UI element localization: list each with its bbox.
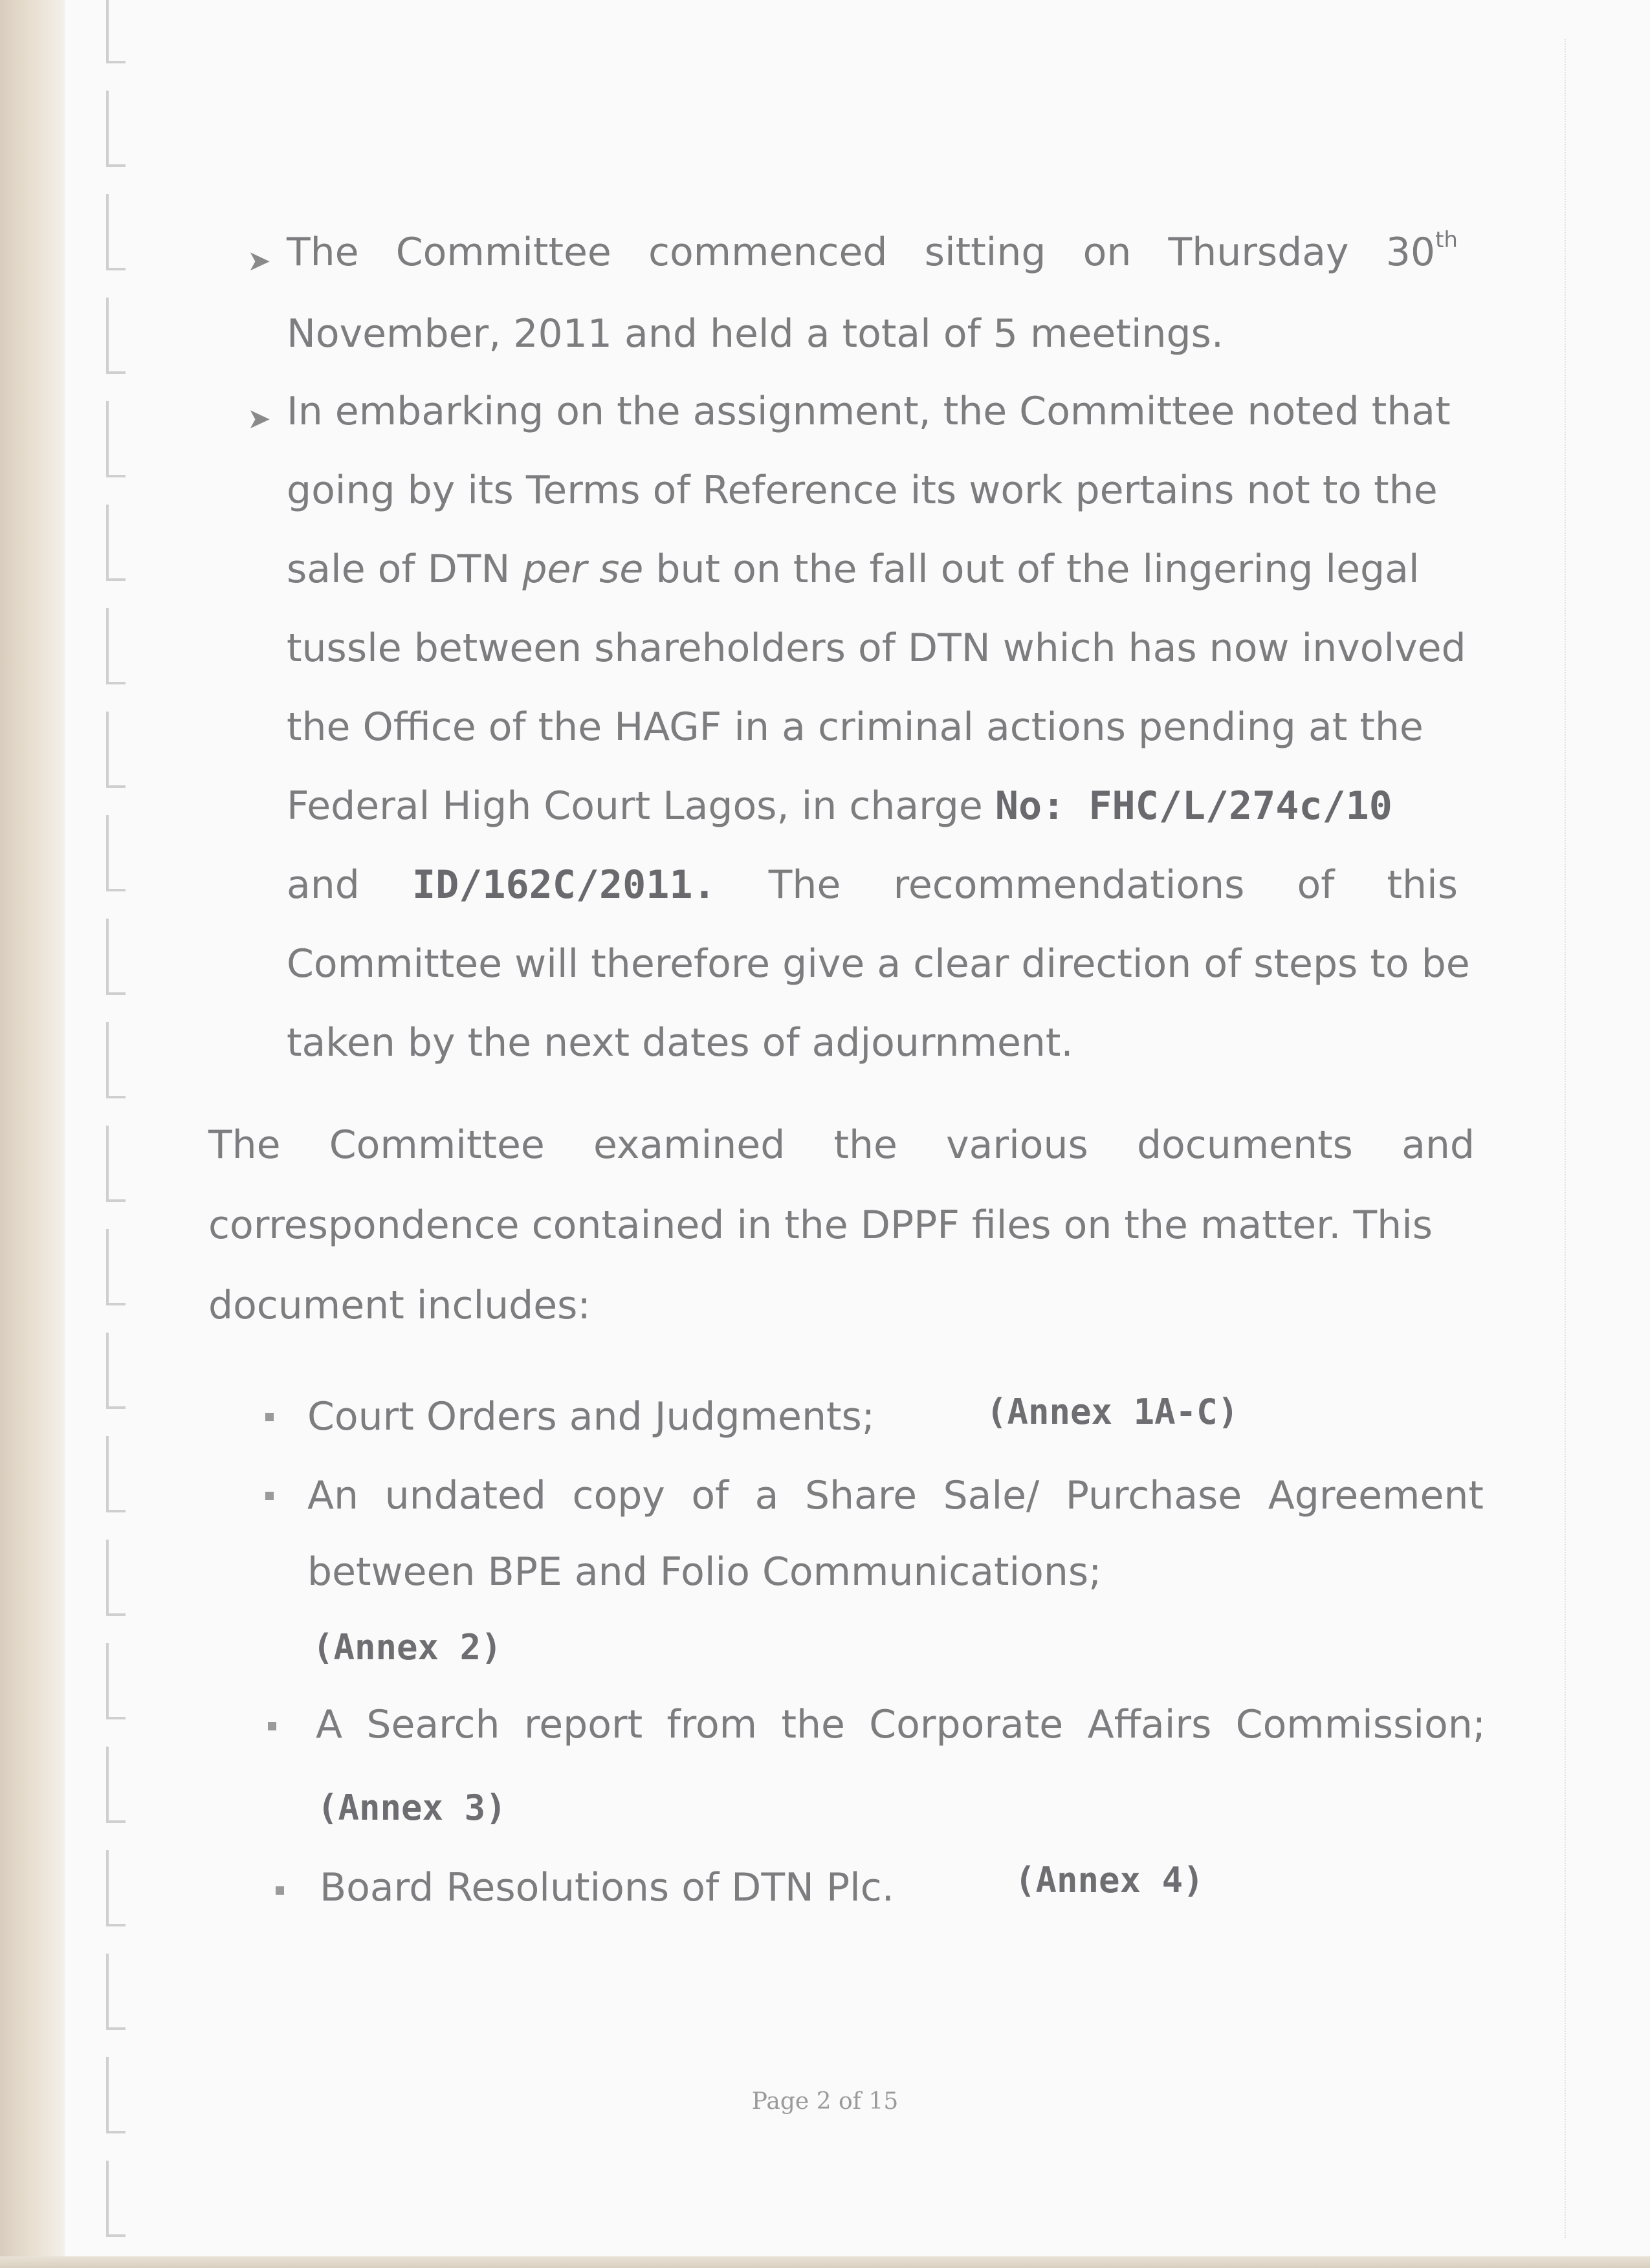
para2-line2: going by its Terms of Reference its work pertains not to the [287, 468, 1438, 513]
arrow-bullet-icon: ➤ [247, 245, 271, 278]
annex-4: (Annex 4) [1015, 1860, 1204, 1901]
binding-ring [106, 919, 126, 995]
square-bullet-icon [265, 1492, 274, 1500]
annex-1a-c: (Annex 1A-C) [986, 1391, 1239, 1432]
binding-ring [106, 712, 126, 788]
list-item-2-line1: An undated copy of a Share Sale/ Purchase Agreement [307, 1473, 1484, 1518]
list-item-1-text: Court Orders and Judgments; [307, 1394, 875, 1439]
binding-ring [106, 298, 126, 374]
arrow-bullet-icon: ➤ [247, 402, 271, 435]
para1-line2: November, 2011 and held a total of 5 meetings. [287, 311, 1224, 356]
para2-line9: taken by the next dates of adjournment. [287, 1020, 1073, 1065]
binding-ring [106, 1643, 126, 1719]
binding-ring [106, 1022, 126, 1098]
list-item-3-line1: A Search report from the Corporate Affairs Commission; [316, 1702, 1486, 1747]
charge-number: No: FHC/L/274c/10 [995, 783, 1392, 829]
para3-line3: document includes: [208, 1283, 591, 1328]
binding-ring [106, 505, 126, 581]
para3-line1: The Committee examined the various documents and [208, 1122, 1475, 1168]
charge-id: ID/162C/2011. [412, 862, 716, 908]
binding-ring [106, 194, 126, 270]
para1-line1: The Committee commenced sitting on Thursday 30th [287, 227, 1458, 275]
binding-ring [106, 2161, 126, 2237]
square-bullet-icon [265, 1413, 274, 1421]
binding-ring [106, 1436, 126, 1512]
page-number: Page 2 of 15 [751, 2088, 899, 2115]
binding-ring [106, 0, 126, 63]
para2-line6: Federal High Court Lagos, in charge No: FHC/L/274c/10 [287, 783, 1392, 829]
binding-ring [106, 1126, 126, 1202]
binding-ring [106, 1540, 126, 1616]
binding-ring [106, 91, 126, 167]
para3-line2: correspondence contained in the DPPF files on the matter. This [208, 1203, 1433, 1248]
page-right-edge [1565, 39, 1566, 2238]
binding-ring [106, 401, 126, 477]
page-bottom-edge [0, 2256, 1650, 2268]
square-bullet-icon [276, 1886, 284, 1895]
para2-line5: the Office of the HAGF in a criminal actions pending at the [287, 704, 1424, 750]
para2-line3: sale of DTN per se but on the fall out of the lingering legal [287, 547, 1420, 592]
binding-ring [106, 1747, 126, 1823]
list-item-4-text: Board Resolutions of DTN Plc. [320, 1865, 894, 1910]
binding-ring [106, 1954, 126, 2030]
list-item-2-line2: between BPE and Folio Communications; [307, 1549, 1102, 1595]
binding-ring [106, 1333, 126, 1409]
square-bullet-icon [268, 1722, 276, 1730]
para2-line4: tussle between shareholders of DTN which has now involved [287, 626, 1466, 671]
binding-strip [0, 0, 65, 2268]
annex-3: (Annex 3) [317, 1787, 507, 1828]
para2-line8: Committee will therefore give a clear direction of steps to be [287, 941, 1470, 987]
annex-2: (Annex 2) [313, 1627, 502, 1668]
binding-ring [106, 608, 126, 684]
para2-line7: and ID/162C/2011. The recommendations of this [287, 862, 1458, 908]
para2-line1: In embarking on the assignment, the Committee noted that [287, 389, 1451, 434]
binding-ring [106, 1229, 126, 1305]
binding-ring [106, 1850, 126, 1926]
binding-ring [106, 815, 126, 891]
